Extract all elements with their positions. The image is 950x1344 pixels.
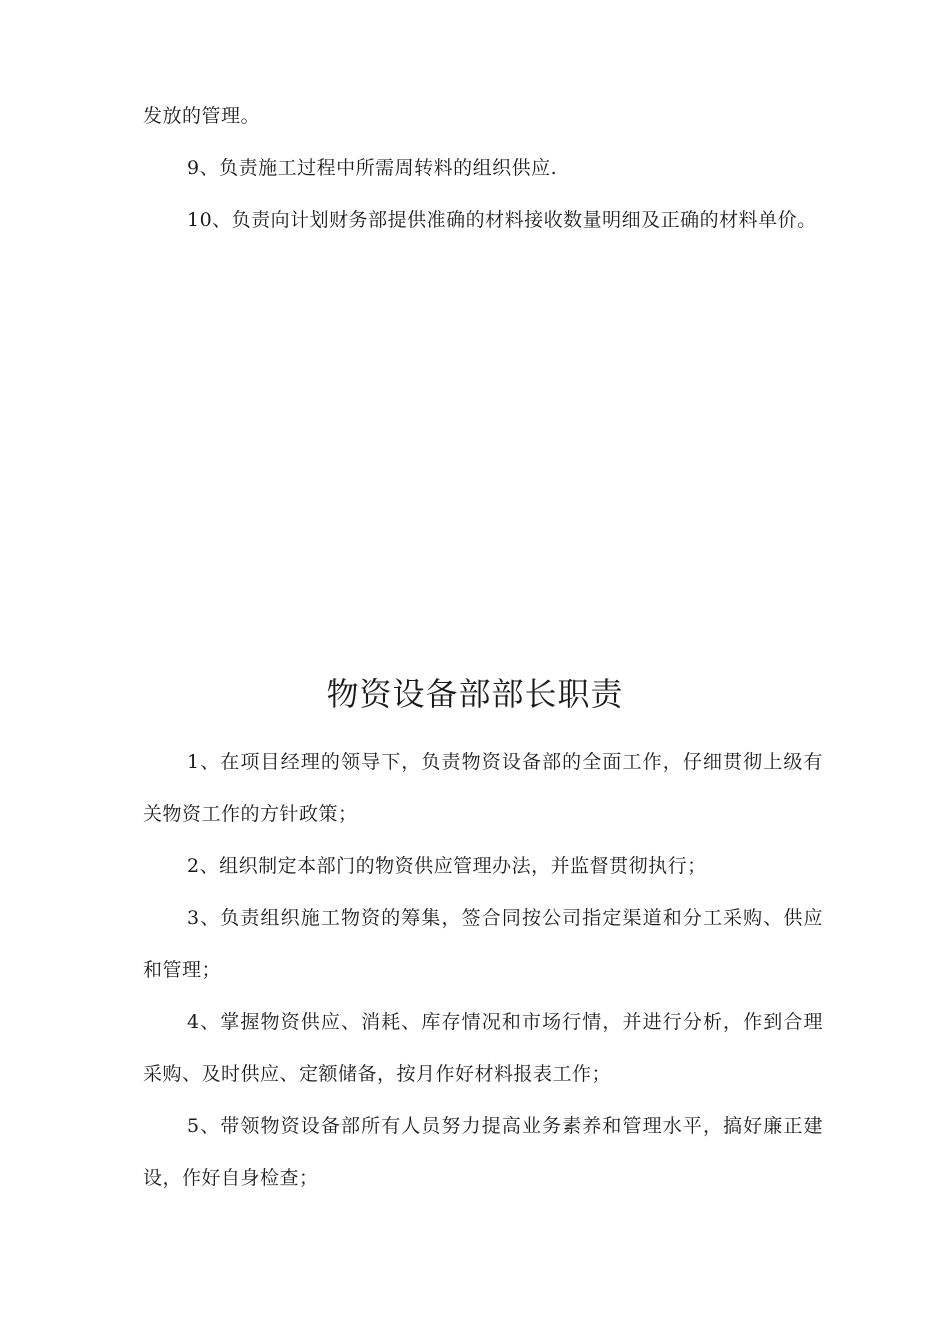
duty-item-9: 9、负责施工过程中所需周转料的组织供应. bbox=[187, 157, 558, 179]
section-title: 物资设备部部长职责 bbox=[326, 675, 624, 713]
head-duty-item-4: 4、掌握物资供应、消耗、库存情况和市场行情，并进行分析，作到合理采购、及时供应、定额储备，按月作好材料报表工作； bbox=[143, 1011, 823, 1085]
head-duty-item-1: 1、在项目经理的领导下，负责物资设备部的全面工作，仔细贯彻上级有关物资工作的方针政策； bbox=[143, 751, 823, 825]
continued-paragraph-end: 发放的管理。 bbox=[143, 105, 261, 127]
duty-item-10: 10、负责向计划财务部提供准确的材料接收数量明细及正确的材料单价。 bbox=[187, 209, 817, 231]
head-duty-item-2: 2、组织制定本部门的物资供应管理办法，并监督贯彻执行； bbox=[187, 855, 707, 877]
continued-duties-list bbox=[143, 90, 823, 246]
head-duty-item-5: 5、带领物资设备部所有人员努力提高业务素养和管理水平，搞好廉正建设，作好自身检查； bbox=[143, 1115, 823, 1189]
department-head-duties-list bbox=[143, 736, 823, 1204]
head-duty-item-3: 3、负责组织施工物资的筹集，签合同按公司指定渠道和分工采购、供应和管理； bbox=[143, 907, 823, 981]
